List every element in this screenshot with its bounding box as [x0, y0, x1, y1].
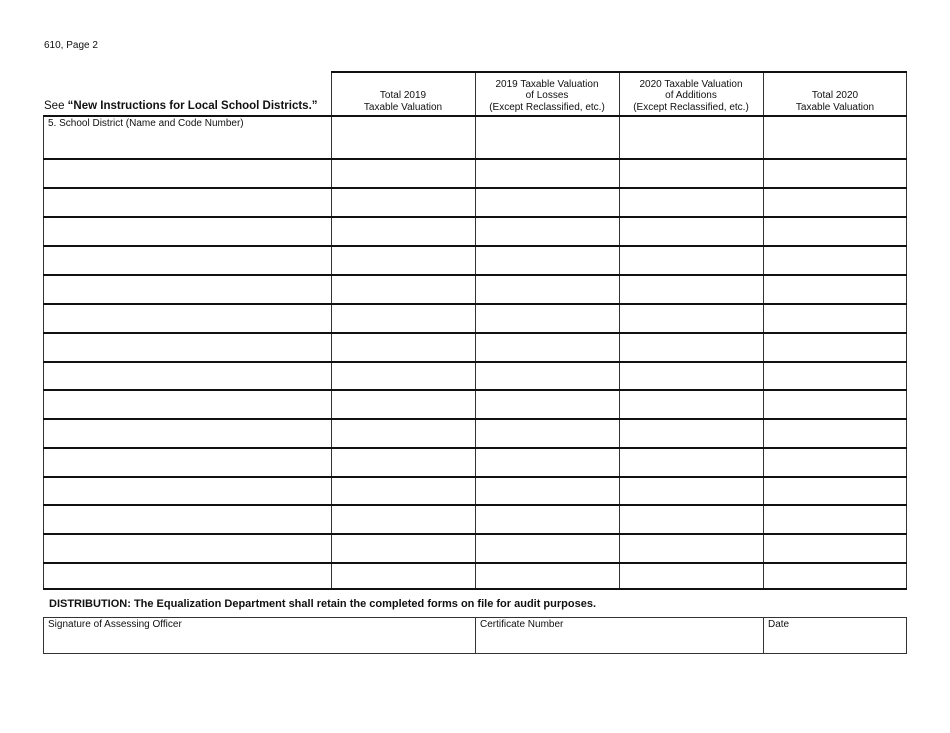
valuation-table — [43, 71, 907, 589]
valuation-cell[interactable] — [333, 276, 473, 301]
valuation-cell[interactable] — [477, 478, 617, 502]
valuation-cell[interactable] — [765, 449, 905, 474]
valuation-cell[interactable] — [621, 276, 761, 301]
grid-line — [43, 115, 907, 117]
valuation-cell[interactable] — [621, 305, 761, 330]
school-district-cell[interactable] — [45, 391, 329, 416]
valuation-cell[interactable] — [477, 218, 617, 243]
date-field[interactable] — [764, 618, 908, 653]
valuation-cell[interactable] — [477, 564, 617, 587]
school-district-cell[interactable] — [45, 535, 329, 560]
school-district-cell[interactable] — [45, 363, 329, 387]
valuation-cell[interactable] — [477, 189, 617, 214]
school-district-cell[interactable] — [45, 276, 329, 301]
valuation-cell[interactable] — [333, 564, 473, 587]
valuation-cell[interactable] — [333, 218, 473, 243]
valuation-cell[interactable] — [765, 247, 905, 272]
valuation-cell[interactable] — [477, 535, 617, 560]
valuation-cell[interactable] — [621, 535, 761, 560]
instructions-prefix: See — [44, 100, 68, 112]
valuation-cell[interactable] — [333, 391, 473, 416]
valuation-cell[interactable] — [621, 247, 761, 272]
page-label: 610, Page 2 — [44, 40, 98, 51]
valuation-cell[interactable] — [765, 420, 905, 445]
valuation-cell[interactable] — [477, 334, 617, 359]
school-district-cell[interactable] — [45, 506, 329, 531]
valuation-cell[interactable] — [477, 420, 617, 445]
valuation-cell[interactable] — [621, 189, 761, 214]
column-header-2020-additions: 2020 Taxable Valuation of Additions (Except Reclassified, etc.) — [633, 78, 749, 113]
valuation-cell[interactable] — [765, 129, 905, 156]
grid-line — [331, 71, 332, 589]
valuation-cell[interactable] — [765, 506, 905, 531]
signature-label: Signature of Assessing Officer — [48, 619, 182, 630]
school-district-cell[interactable] — [45, 478, 329, 502]
grid-line — [331, 71, 907, 73]
distribution-note: DISTRIBUTION: The Equalization Department shall retain the completed forms on file for audit purposes. — [49, 598, 597, 610]
valuation-cell[interactable] — [477, 276, 617, 301]
valuation-cell[interactable] — [621, 129, 761, 156]
school-district-cell[interactable] — [45, 160, 329, 185]
valuation-cell[interactable] — [333, 189, 473, 214]
signature-field[interactable] — [44, 618, 476, 653]
valuation-cell[interactable] — [477, 391, 617, 416]
instructions-title: “New Instructions for Local School Districts.” — [67, 100, 318, 112]
valuation-cell[interactable] — [765, 363, 905, 387]
valuation-cell[interactable] — [333, 363, 473, 387]
valuation-cell[interactable] — [765, 160, 905, 185]
valuation-cell[interactable] — [621, 218, 761, 243]
school-district-label: 5. School District (Name and Code Number) — [48, 118, 244, 129]
valuation-cell[interactable] — [621, 420, 761, 445]
valuation-cell[interactable] — [621, 363, 761, 387]
valuation-cell[interactable] — [477, 247, 617, 272]
school-district-cell[interactable] — [45, 218, 329, 243]
valuation-cell[interactable] — [621, 478, 761, 502]
grid-line — [43, 588, 907, 590]
date-label: Date — [768, 619, 790, 630]
column-header-2019-losses: 2019 Taxable Valuation of Losses (Except Reclassified, etc.) — [489, 78, 605, 113]
valuation-cell[interactable] — [765, 305, 905, 330]
column-header-total-2019: Total 2019 Taxable Valuation — [363, 90, 443, 113]
valuation-cell[interactable] — [765, 276, 905, 301]
valuation-cell[interactable] — [621, 449, 761, 474]
valuation-cell[interactable] — [477, 305, 617, 330]
signature-block — [43, 617, 907, 654]
valuation-cell[interactable] — [765, 391, 905, 416]
certificate-label: Certificate Number — [480, 619, 564, 630]
valuation-cell[interactable] — [477, 160, 617, 185]
valuation-cell[interactable] — [333, 334, 473, 359]
valuation-cell[interactable] — [765, 189, 905, 214]
valuation-cell[interactable] — [621, 391, 761, 416]
valuation-cell[interactable] — [765, 218, 905, 243]
grid-line — [475, 71, 476, 589]
certificate-number-field[interactable] — [476, 618, 764, 653]
valuation-cell[interactable] — [477, 363, 617, 387]
valuation-cell[interactable] — [477, 506, 617, 531]
valuation-cell[interactable] — [621, 160, 761, 185]
grid-line — [619, 71, 620, 589]
valuation-cell[interactable] — [765, 478, 905, 502]
valuation-cell[interactable] — [621, 334, 761, 359]
column-header-total-2020: Total 2020 Taxable Valuation — [795, 90, 875, 113]
school-district-cell[interactable] — [45, 189, 329, 214]
valuation-cell[interactable] — [333, 420, 473, 445]
school-district-cell[interactable] — [45, 305, 329, 330]
grid-line — [906, 71, 907, 589]
valuation-cell[interactable] — [333, 449, 473, 474]
grid-line — [763, 71, 764, 589]
valuation-cell[interactable] — [765, 334, 905, 359]
valuation-cell[interactable] — [621, 506, 761, 531]
valuation-cell[interactable] — [333, 506, 473, 531]
valuation-cell[interactable] — [333, 535, 473, 560]
school-district-cell[interactable] — [45, 564, 329, 587]
school-district-cell[interactable] — [45, 449, 329, 474]
valuation-cell[interactable] — [765, 535, 905, 560]
valuation-cell[interactable] — [333, 129, 473, 156]
valuation-cell[interactable] — [477, 129, 617, 156]
valuation-cell[interactable] — [333, 247, 473, 272]
school-district-cell[interactable] — [45, 420, 329, 445]
school-district-cell[interactable] — [45, 247, 329, 272]
valuation-cell[interactable] — [765, 564, 905, 587]
valuation-cell[interactable] — [333, 305, 473, 330]
valuation-cell[interactable] — [621, 564, 761, 587]
school-district-cell[interactable] — [45, 334, 329, 359]
valuation-cell[interactable] — [477, 449, 617, 474]
valuation-cell[interactable] — [333, 478, 473, 502]
valuation-cell[interactable] — [333, 160, 473, 185]
school-district-cell[interactable] — [45, 129, 329, 156]
